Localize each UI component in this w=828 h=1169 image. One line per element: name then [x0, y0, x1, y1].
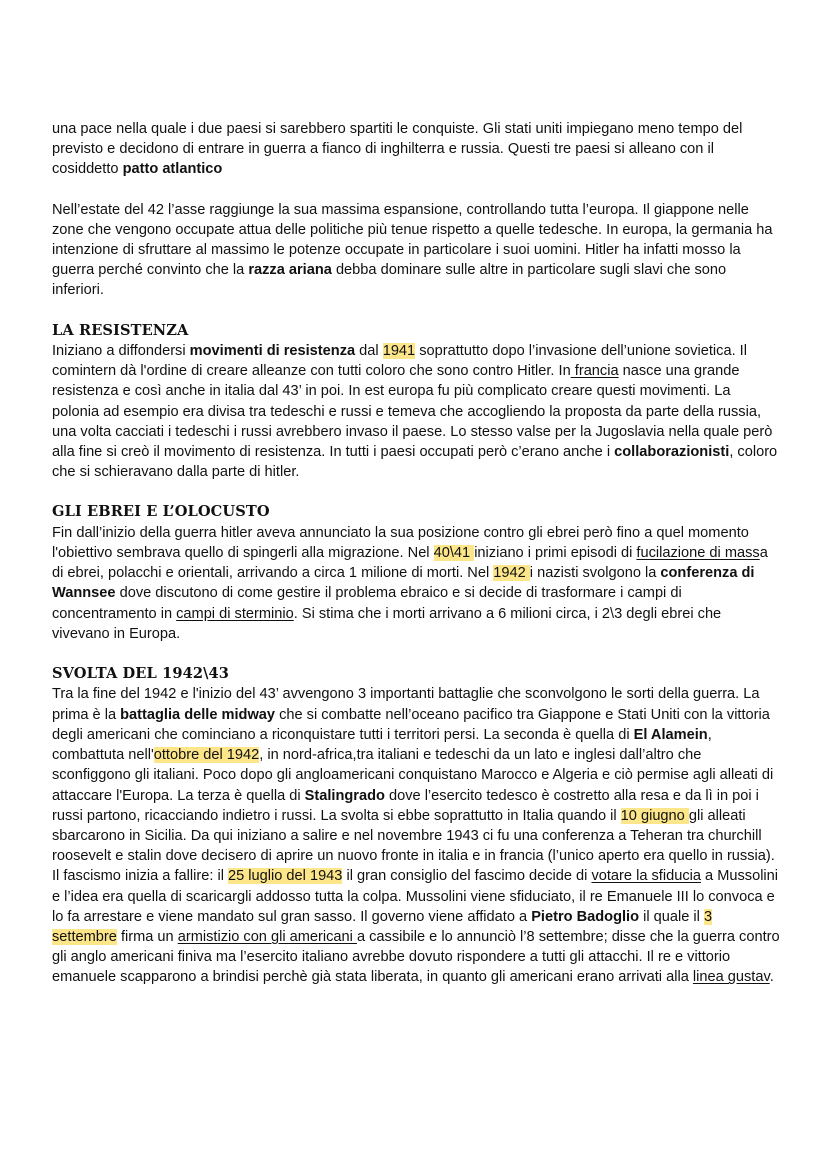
bold-term: battaglia delle midway [120, 706, 276, 723]
text-span: firma un [116, 928, 178, 945]
section-gap [52, 482, 780, 502]
text-span: debba dominare sulle altre in particolare sugli slavi che sono inferiori. [52, 262, 727, 299]
section-gap [52, 644, 780, 664]
highlighted-date: 10 giugno [620, 807, 689, 824]
bold-term: movimenti di resistenza [189, 343, 356, 360]
highlighted-date: 1942 [493, 565, 530, 582]
text-span: dal [355, 343, 383, 360]
text-span: . [769, 969, 774, 986]
text-span: dove l’esercito tedesco è costretto alla resa e da lì in poi i russi partono, ricacciando indietro i russi. La svolta si ebbe soprattutto in Italia quando il [52, 787, 759, 824]
text-span: il gran consiglio del fascimo decide di [342, 868, 592, 885]
underlined-term: armistizio con gli americani [177, 928, 357, 945]
text-span: a di ebrei, polacchi e orientali, arrivando a circa 1 milione di morti. Nel [52, 545, 768, 582]
underlined-term: francia [570, 363, 619, 380]
text-span: i nazisti svolgono la [529, 565, 661, 582]
text-span: soprattutto dopo l’invasione dell’unione sovietica. Il comintern dà l'ordine di creare alleanze con tutti coloro che sono contro Hitler. In [52, 343, 747, 380]
text-span: a Mussolini e l’idea era quella di scaricargli addosso tutta la colpa. Mussolini viene sfiduciato, il re Emanuele III lo convoca e lo fa arrestare e viene mandato sul gran sasso. Il governo viene affidato a [52, 868, 779, 925]
underlined-term: fucilazione di mass [636, 545, 760, 562]
text-span: , in nord-africa,tra italiani e tedeschi da un lato e inglesi dall’altro che sconfiggono gli italiani. Poco dopo gli angloamericani conquistano Marocco e Algeria e ciò permise agli alleati di attaccare l'Europa. La terza è quella di [52, 747, 774, 804]
text-span: Iniziano a diffondersi [52, 343, 190, 360]
highlighted-date: 40\41 [433, 545, 475, 562]
text-span: , coloro che si schieravano dalla parte di hitler. [52, 444, 778, 481]
text-span: dove discutono di come gestire il problema ebraico e si decide di trasformare i campi di concentramento in [52, 585, 682, 622]
paragraph-gap [52, 180, 780, 200]
bold-term: patto atlantico [122, 161, 223, 178]
paragraph-asse-espansione [52, 200, 780, 301]
bold-term: El Alamein [633, 726, 708, 743]
underlined-term: linea gustav [692, 969, 770, 986]
text-span: a cassibile e lo annunciò l’8 settembre; disse che la guerra contro gli anglo americani finiva ma l’esercito italiano avrebbe dovuto rispondere a tutti gli attacchi. Il re e vittorio emanuele scapparono a brindisi perchè già stata liberata, in quanto gli americani erano arrivati alla [52, 928, 780, 986]
text-span: , combattuta nell' [52, 726, 712, 764]
bold-term: collaborazionisti [614, 444, 730, 461]
paragraph-olocausto [52, 523, 780, 644]
page-content [52, 119, 780, 988]
heading-svolta: SVOLTA DEL 1942\43 [52, 665, 230, 683]
underlined-term: campi di sterminio [176, 605, 294, 622]
text-span: il quale il [639, 908, 704, 925]
text-span: Fin dall’inizio della guerra hitler aveva annunciato la sua posizione contro gli ebrei però fino a quel momento l'obiettivo sembrava quello di spingerli alla migrazione. Nel [52, 524, 749, 562]
highlighted-date: 25 luglio del 1943 [228, 868, 343, 885]
bold-term: Pietro Badoglio [531, 908, 640, 925]
paragraph-patto-atlantico [52, 119, 780, 180]
text-span: gli alleati sbarcarono in Sicilia. Da qui iniziano a salire e nel novembre 1943 ci fu una conferenza a Teheran tra churchill roosevelt e stalin dove decisero di aprire un nuovo fronte in italia e in francia (l’unico aperto era quello in russia). [52, 807, 775, 865]
text-span: che si combatte nell’oceano pacifico tra Giappone e Stati Uniti con la vittoria degli americani che cominciano a riconquistare tutti i territori persi. La seconda è quella di [52, 706, 770, 743]
bold-term: razza ariana [248, 262, 332, 279]
text-span: Nell’estate del 42 l’asse raggiunge la sua massima espansione, controllando tutta l’europa. Il giappone nelle zone che vengono occupate attua delle politiche più tenue rispetto a quelle tedesche. In europa, la germania ha intenzione di sfruttare al massimo le potenze occupate in particolare i suoi uomini. Hitler ha infatti mosso la guerra perché convinto che la [52, 201, 773, 279]
heading-resistenza: LA RESISTENZA [52, 321, 189, 339]
heading-olocausto: GLI EBREI E L’OLOCUSTO [52, 503, 270, 521]
text-span: . Si stima che i morti arrivano a 6 milioni circa, i 2\3 degli ebrei che vivevano in Europa. [52, 605, 722, 642]
text-span: nasce una grande resistenza e così anche in italia dal 43’ in poi. In est europa fu più complicato creare questi movimenti. La polonia ad esempio era divisa tra tedeschi e russi e temeva che accogliendo la proposta da parte della russia, una volta cacciati i tedeschi i russi avrebbero invaso il paese. Lo stesso valse per la Jugoslavia nella quale però alla fine si creò il movimento di resistenza. In tutti i paesi occupati però c’erano anche i [52, 363, 773, 461]
bold-term: Stalingrado [304, 787, 385, 804]
highlighted-date: 3 settembre [52, 908, 713, 945]
text-span: Tra la fine del 1942 e l'inizio del 43’ avvengono 3 importanti battaglie che sconvolgono le sorti della guerra. La prima è la [52, 686, 760, 723]
text-span: iniziano i primi episodi di [474, 545, 637, 562]
highlighted-date: 1941 [382, 343, 416, 360]
bold-term: conferenza di Wannsee [52, 565, 755, 602]
paragraph-fascismo [52, 866, 780, 987]
underlined-term: votare la sfiducia [591, 868, 701, 885]
highlighted-date: ottobre del 1942 [153, 747, 260, 764]
paragraph-svolta [52, 684, 780, 866]
text-span: una pace nella quale i due paesi si sarebbero spartiti le conquiste. Gli stati uniti impiegano meno tempo del previsto e decidono di entrare in guerra a fianco di inghilterra e russia. Questi tre paesi si alleano con il cosiddetto [52, 121, 743, 178]
section-gap [52, 301, 780, 321]
text-span: Il fascismo inizia a fallire: il [52, 868, 228, 885]
paragraph-resistenza [52, 341, 780, 482]
